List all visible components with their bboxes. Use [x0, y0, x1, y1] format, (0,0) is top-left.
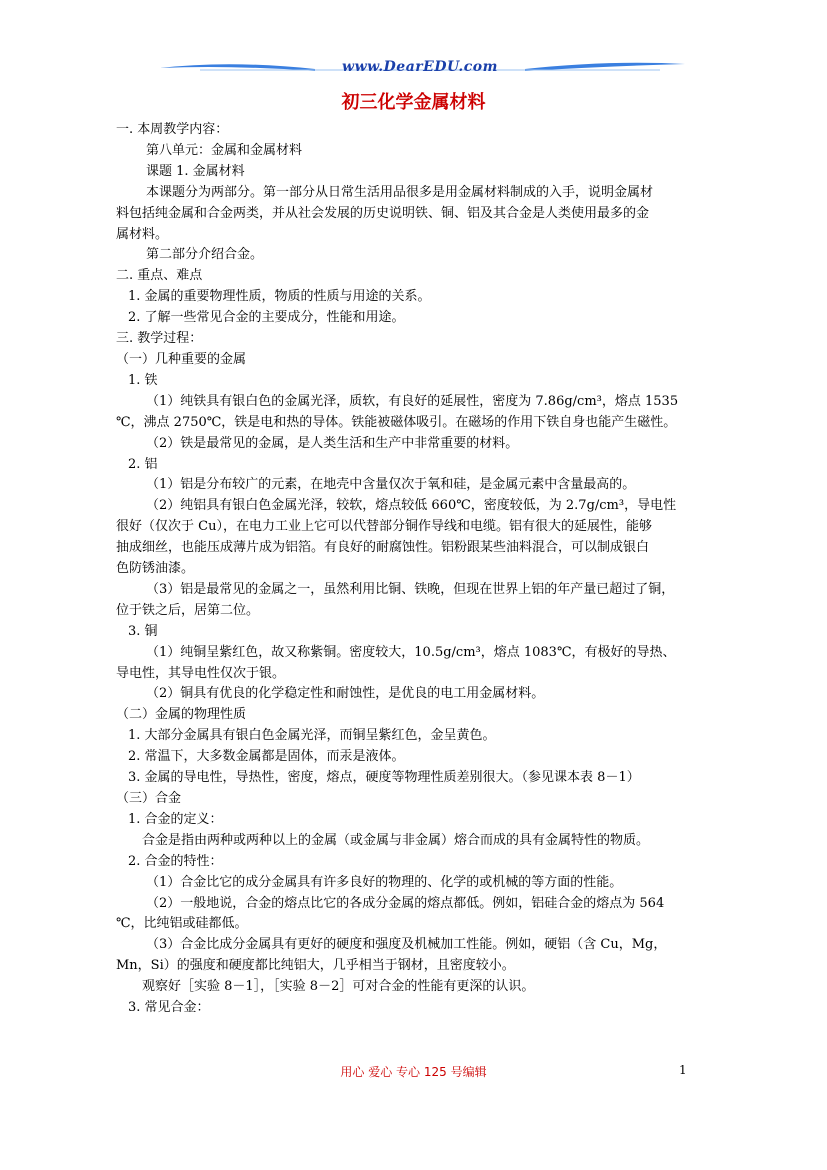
text-line: 很好（仅次于 Cu），在电力工业上它可以代替部分铜作导线和电缆。铝有很大的延展性，能够 [116, 519, 652, 535]
text-line: ℃，比纯铝或硅都低。 [116, 916, 248, 932]
text-line: 本课题分为两部分。第一部分从日常生活用品很多是用金属材料制成的入手，说明金属材 [146, 184, 654, 200]
page-number: 1 [679, 1063, 687, 1077]
text-line: 料包括纯金属和合金两类，并从社会发展的历史说明铁、铜、铝及其合金是人类使用最多的金 [116, 205, 650, 221]
text-line: （一）几种重要的金属 [116, 351, 247, 367]
text-line: （1）纯铁具有银白色的金属光泽，质软，有良好的延展性，密度为 7.86g/cm³，熔点 1535 [146, 393, 679, 409]
text-line: 3. 常见合金： [128, 1000, 210, 1016]
text-line: 第二部分介绍合金。 [146, 247, 264, 263]
text-line: （3）合金比成分金属具有更好的硬度和强度及机械加工性能。例如，硬铝（含 Cu，Mg， [146, 937, 667, 953]
document-title: 初三化学金属材料 [341, 92, 486, 113]
text-line: Mn，Si）的强度和硬度都比纯铝大，几乎相当于钢材，且密度较小。 [116, 958, 515, 974]
text-line: ℃，沸点 2750℃，铁是电和热的导体。铁能被磁体吸引。在磁场的作用下铁自身也能产生磁性。 [116, 414, 677, 430]
text-line: 2. 合金的特性： [128, 853, 223, 869]
text-line: 3. 铜 [128, 623, 158, 639]
text-line: （3）铝是最常见的金属之一，虽然利用比铜、铁晚，但现在世界上铝的年产量已超过了铜， [146, 581, 675, 597]
text-line: 二. 重点、难点 [116, 268, 203, 284]
text-line: 观察好［实验 8－1］，［实验 8－2］可对合金的性能有更深的认识。 [142, 979, 535, 995]
text-line: 2. 铝 [128, 456, 158, 472]
text-line: 属材料。 [116, 226, 169, 242]
text-line: （1）纯铜呈紫红色，故又称紫铜。密度较大，10.5g/cm³，熔点 1083℃，有极好的导热、 [146, 644, 676, 660]
text-line: 色防锈油漆。 [116, 561, 195, 577]
text-line: 1. 铁 [128, 372, 158, 388]
text-line: （三）合金 [116, 791, 182, 806]
text-line: （二）金属的物理性质 [116, 707, 247, 723]
text-line: 2. 了解一些常见合金的主要成分，性能和用途。 [128, 310, 405, 326]
text-line: 一. 本周教学内容： [116, 122, 229, 137]
text-line: （1）铝是分布较广的元素，在地壳中含量仅次于氧和硅，是金属元素中含量最高的。 [146, 477, 636, 493]
site-url[interactable]: www.DearEDU.com [342, 59, 498, 75]
text-line: 1. 金属的重要物理性质，物质的性质与用途的关系。 [128, 289, 431, 305]
text-line: 1. 大部分金属具有银白色金属光泽，而铜呈紫红色，金呈黄色。 [128, 728, 496, 744]
text-line: （2）纯铝具有银白色金属光泽，较软，熔点较低 660℃，密度较低，为 2.7g/cm³，导电性 [146, 498, 677, 514]
document-body [116, 120, 716, 1019]
text-line: （2）铁是最常见的金属，是人类生活和生产中非常重要的材料。 [146, 435, 519, 451]
text-line: 导电性，其导电性仅次于银。 [116, 665, 286, 681]
text-line: 第八单元：金属和金属材料 [146, 142, 303, 158]
text-line: （2）一般地说，合金的熔点比它的各成分金属的熔点都低。例如，铝硅合金的熔点为 564 [146, 895, 665, 911]
footer-text: 用心 爱心 专心 125 号编辑 [340, 1065, 487, 1079]
text-line: 课题 1. 金属材料 [146, 163, 245, 179]
text-line: 2. 常温下，大多数金属都是固体，而汞是液体。 [128, 749, 405, 765]
text-line: （2）铜具有优良的化学稳定性和耐蚀性，是优良的电工用金属材料。 [146, 686, 545, 702]
text-line: 3. 金属的导电性，导热性，密度，熔点，硬度等物理性质差别很大。（参见课本表 8－1） [128, 770, 640, 786]
text-line: 抽成细丝，也能压成薄片成为铝箔。有良好的耐腐蚀性。铝粉跟某些油料混合，可以制成银白 [116, 540, 650, 556]
text-line: 1. 合金的定义： [128, 811, 223, 827]
text-line: 三. 教学过程： [116, 331, 203, 347]
text-line: （1）合金比它的成分金属具有许多良好的物理的、化学的或机械的等方面的性能。 [146, 874, 623, 890]
text-line: 合金是指由两种或两种以上的金属（或金属与非金属）熔合而成的具有金属特性的物质。 [142, 832, 650, 848]
text-line: 位于铁之后，居第二位。 [116, 602, 260, 618]
site-header [140, 56, 700, 86]
